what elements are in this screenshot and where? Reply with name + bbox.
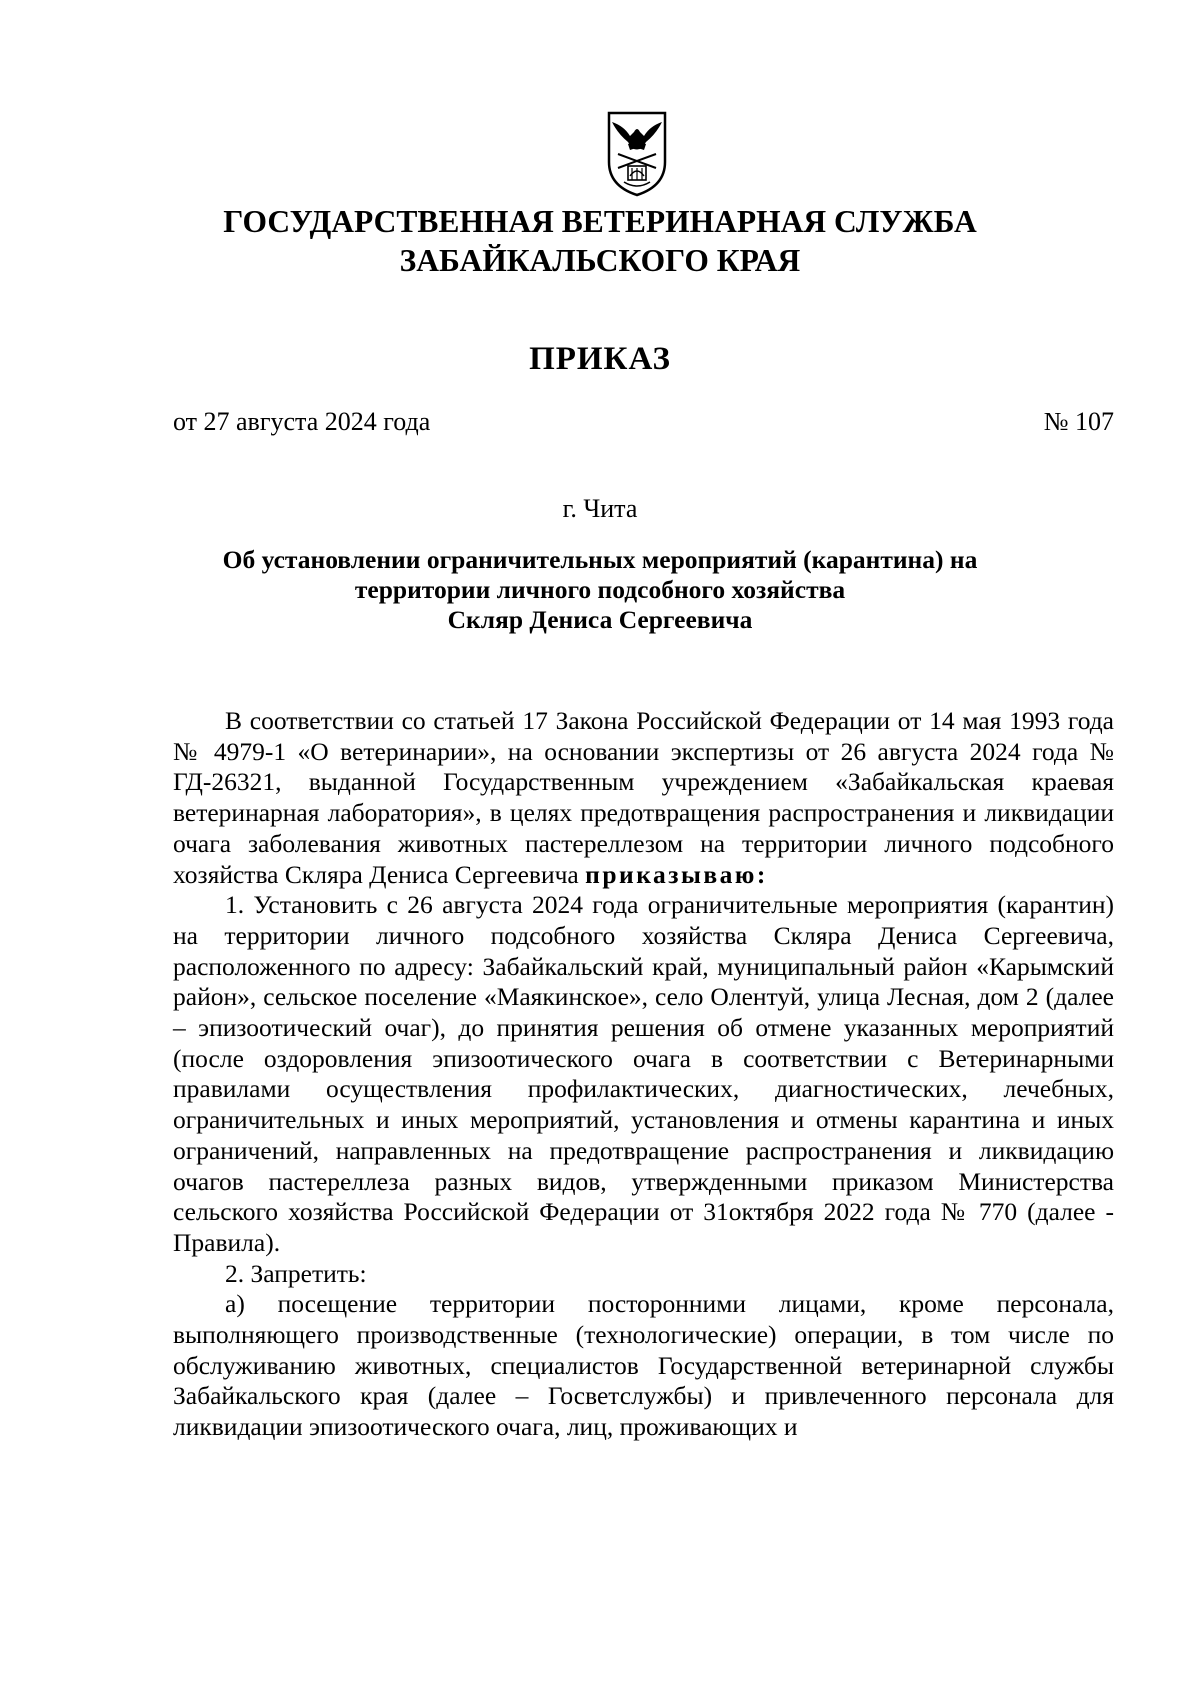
subject-line1: Об установлении ограничительных мероприятий (карантина) на (222, 545, 978, 574)
document-date: от 27 августа 2024 года (173, 407, 431, 436)
organization-name-line2: ЗАБАЙКАЛЬСКОГО КРАЯ (399, 243, 801, 278)
item-1-paragraph: 1. Установить с 26 августа 2024 года ограничительные мероприятия (карантин) на территории личного подсобного хозяйства Скляра Дениса Сергеевича, расположенного по адресу: Забайкальский край, муниципальный район «Карымский район», сельское поселение «Маякинское», село Олентуй, улица Лесная, дом 2 (далее – эпизоотический очаг), до принятия решения об отмене указанных мероприятий (после оздоровления эпизоотического очага в соответствии с Ветеринарными правилами осуществления профилактических, диагностических, лечебных, ограничительных и иных мероприятий, установления и отмены карантина и иных ограничений, направленных на предотвращение распространения и ликвидацию очагов пастереллеза разных видов, утвержденными приказом Министерства сельского хозяйства Российской Федерации от 31октября 2022 года № 770 (далее - Правила). (173, 890, 1114, 1257)
document-type-title: ПРИКАЗ (529, 341, 671, 377)
subject-line3: Скляр Дениса Сергеевича (447, 605, 753, 634)
coat-of-arms-icon (606, 110, 668, 198)
item-2a-paragraph: а) посещение территории посторонними лицами, кроме персонала, выполняющего производственные (технологические) операции, в том числе по обслуживанию животных, специалистов Государственной ветеринарной службы Забайкальского края (далее – Госветслужбы) и привлеченного персонала для ликвидации эпизоотического очага, лиц, проживающих и (173, 1289, 1114, 1442)
document-number: № 107 (1043, 407, 1114, 436)
order-word: приказываю: (585, 859, 768, 889)
preamble-paragraph (173, 706, 1114, 890)
preamble-text: В соответствии со статьей 17 Закона Российской Федерации от 14 мая 1993 года № 4979-1 «О ветеринарии», на основании экспертизы от 26 августа 2024 года № ГД-26321, выданной Государственным учреждением «Забайкальская краевая ветеринарная лаборатория», в целях предотвращения распространения и ликвидации очага заболевания животных пастереллезом на территории личного подсобного хозяйства Скляра Дениса Сергеевича (173, 706, 1114, 889)
organization-name-line1: ГОСУДАРСТВЕННАЯ ВЕТЕРИНАРНАЯ СЛУЖБА (223, 204, 977, 239)
item-2-paragraph: 2. Запретить: (225, 1258, 367, 1288)
document-city: г. Чита (562, 494, 638, 523)
document-subject (0, 545, 1200, 635)
subject-line2: территории личного подсобного хозяйства (354, 575, 846, 604)
document-body (173, 706, 1114, 1443)
